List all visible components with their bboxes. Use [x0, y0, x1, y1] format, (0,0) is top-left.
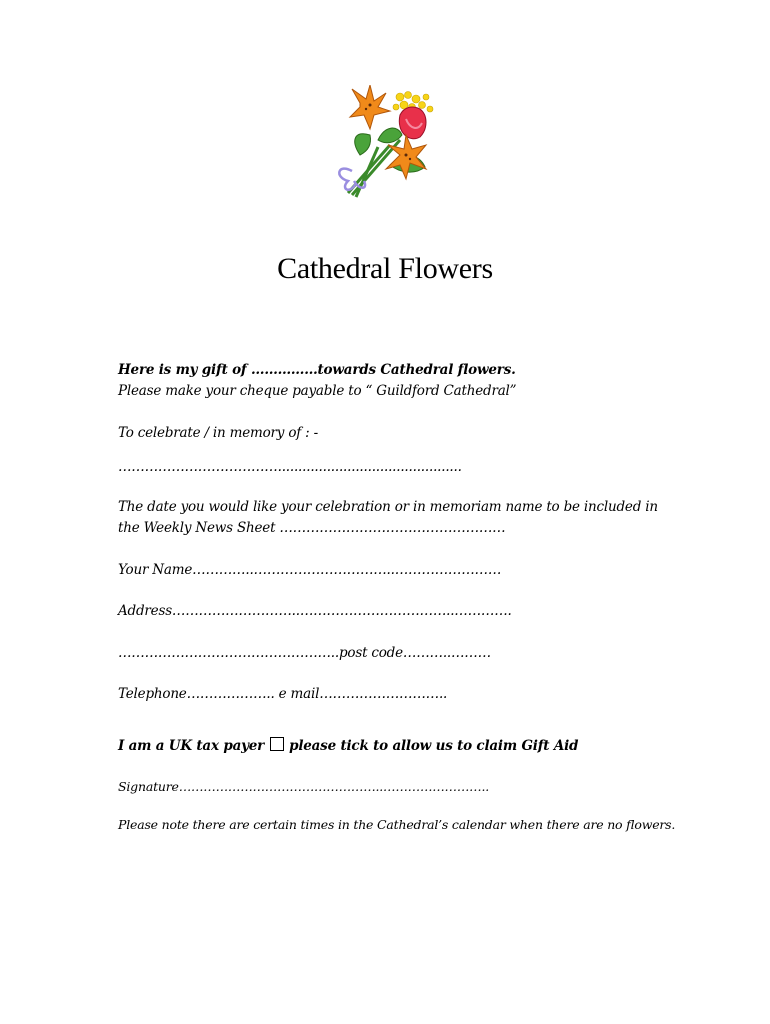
- taxpayer-line: [118, 737, 578, 754]
- address-field[interactable]: Address………………………..……………………………..………….: [118, 603, 512, 619]
- page-title: Cathedral Flowers: [277, 252, 493, 285]
- flower-bouquet-image: [330, 85, 442, 200]
- celebrate-dotted-field[interactable]: ……………………………….............................................: [118, 459, 462, 475]
- telephone-email-field[interactable]: Telephone……………….. e mail………………………..: [118, 686, 448, 702]
- signature-field[interactable]: Signature…………………………………………..……………………..: [118, 779, 490, 794]
- cheque-line: Please make your cheque payable to “ Guildford Cathedral”: [118, 383, 517, 399]
- gift-line: Here is my gift of ……………towards Cathedral flowers.: [118, 362, 516, 378]
- date-line-1: The date you would like your celebration or in memoriam name to be included in: [118, 499, 658, 515]
- gift-aid-checkbox[interactable]: [270, 737, 284, 751]
- note-line: Please note there are certain times in the Cathedral’s calendar when there are no flowers.: [118, 817, 676, 832]
- postcode-field[interactable]: …………………………………………..post code………..………: [118, 645, 491, 661]
- gift-aid-label: please tick to allow us to claim Gift Aid: [284, 738, 579, 754]
- date-line-2[interactable]: the Weekly News Sheet ……………………………………………: [118, 520, 506, 536]
- your-name-field[interactable]: Your Name…………..…………………………..……………………: [118, 562, 502, 578]
- taxpayer-label: I am a UK tax payer: [118, 738, 269, 754]
- celebrate-line: To celebrate / in memory of : -: [118, 425, 318, 441]
